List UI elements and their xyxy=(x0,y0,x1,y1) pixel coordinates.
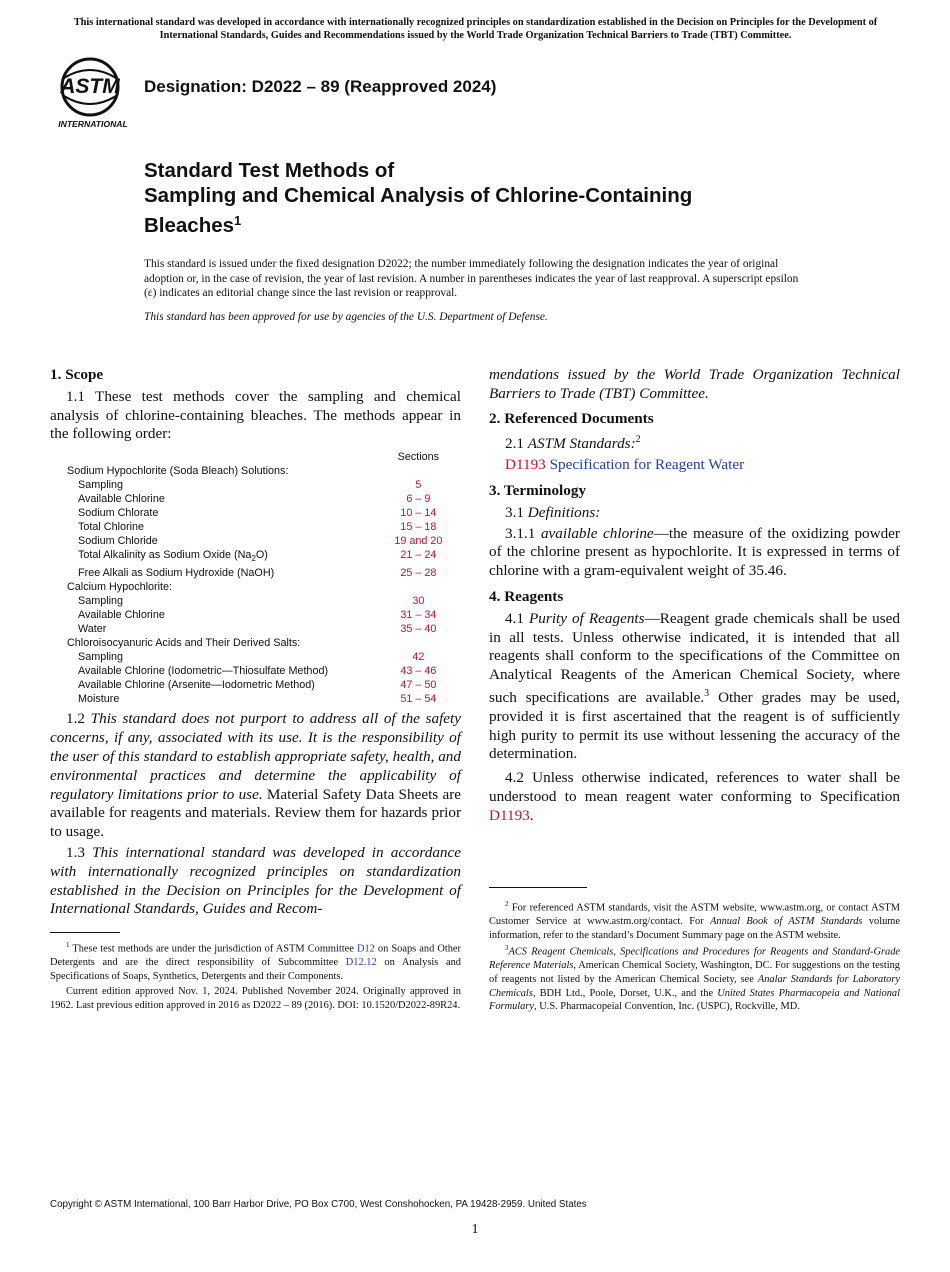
method-label: Total Chlorine xyxy=(78,521,145,534)
methods-table-row xyxy=(50,636,461,650)
methods-table-row xyxy=(50,678,461,692)
designation: Designation: D2022 – 89 (Reapproved 2024) xyxy=(144,77,497,96)
right-column xyxy=(489,366,900,828)
terminology-heading: 3. Terminology xyxy=(489,482,587,500)
footnote-2: $^2$ For referenced ASTM standards, visit the ASTM website, www.astm.org, or contact ASTM Customer Service at www.astm.org/contact. For Annual Book of ASTM Standards volume information, refer to the standard’s Document Summary page on the ASTM website. xyxy=(489,900,900,941)
method-sections-link xyxy=(376,580,461,594)
method-sections-link[interactable]: 15 – 18 xyxy=(400,521,437,534)
methods-table xyxy=(50,450,461,706)
method-sections-link[interactable]: 43 – 46 xyxy=(400,665,437,678)
methods-table-row xyxy=(50,566,461,580)
method-label: Calcium Hypochlorite: xyxy=(67,581,173,594)
paragraph-1-3: 1.3 This international standard was developed in accordance with internationally recognized principles on standardization established in the Decision on Principles for the Development of International Standards, Guides and Recom- xyxy=(50,843,462,918)
d12-12-link[interactable]: D12.12 xyxy=(345,957,377,969)
method-label: Available Chlorine xyxy=(78,609,165,622)
method-sections-link[interactable]: 25 – 28 xyxy=(400,567,437,580)
svg-text:INTERNATIONAL: INTERNATIONAL xyxy=(58,119,128,129)
method-sections-link[interactable]: 30 xyxy=(412,595,425,608)
methods-table-row xyxy=(50,580,461,594)
method-label: Chloroisocyanuric Acids and Their Derived Salts: xyxy=(67,637,301,650)
methods-table-row xyxy=(50,692,461,706)
method-sections-link[interactable]: 5 xyxy=(415,479,422,492)
method-sections-link[interactable]: 10 – 14 xyxy=(400,507,437,520)
methods-table-row xyxy=(50,506,461,520)
referenced-documents-heading: 2. Referenced Documents xyxy=(489,409,654,427)
left-column xyxy=(50,366,461,921)
paragraph-3-1: 3.1 Definitions: xyxy=(505,503,601,521)
method-sections-link[interactable]: 51 – 54 xyxy=(400,693,437,706)
footnote-3: $^3$ACS Reagent Chemicals, Specifications and Procedures for Reagents and Standard-Grade Reference Materials, American Chemical Society, Washington, DC. For suggestions on the testing of reagents not listed by the American Chemical Society, see Analar Standards for Laboratory Chemicals, BDH Ltd., Poole, Dorset, U.K., and the United States Pharmacopeia and National Formulary, U.S. Pharmacopeial Convention, Inc. (USPC), Rockville, MD. xyxy=(489,944,900,1013)
document-title: Standard Test Methods of Sampling and Chemical Analysis of Chlorine-Containing Bleaches$^1$ xyxy=(144,159,693,237)
methods-table-row xyxy=(50,594,461,608)
method-sections-link[interactable]: 47 – 50 xyxy=(400,679,437,692)
method-sections-link[interactable]: 31 – 34 xyxy=(400,609,437,622)
intro-paragraph: This standard is issued under the fixed designation D2022; the number immediately following the designation indicates the year of original adoption or, in the case of revision, the year of last revision. A number in parentheses indicates the year of last reapproval. A superscript epsilon (ε) indicates an editorial change since the last revision or reapproval. xyxy=(144,258,799,300)
svg-text:ASTM: ASTM xyxy=(60,75,120,98)
method-label: Sampling xyxy=(78,479,124,492)
paragraph-1-3-continued: mendations issued by the World Trade Organization Technical Barriers to Trade (TBT) Committee. xyxy=(489,366,900,402)
method-label: Available Chlorine xyxy=(78,493,165,506)
method-sections-link[interactable]: 6 – 9 xyxy=(406,493,431,506)
method-sections-link[interactable]: 35 – 40 xyxy=(400,623,437,636)
method-label: Total Alkalinity as Sodium Oxide $(Na_2O)$ xyxy=(78,549,268,564)
method-label: Water xyxy=(78,623,107,636)
referenced-standard-d1193[interactable]: D1193 Specification for Reagent Water xyxy=(505,456,745,474)
methods-table-row xyxy=(50,548,461,566)
paragraph-4-2: 4.2 Unless otherwise indicated, references to water shall be understood to mean reagent water conforming to Specification D1193. xyxy=(489,769,900,824)
footnotes-right xyxy=(489,887,900,1014)
reagents-heading: 4. Reagents xyxy=(489,588,564,606)
d1193-link[interactable]: D1193 xyxy=(489,806,530,824)
method-sections-link xyxy=(376,636,461,650)
header-notice: This international standard was developed in accordance with internationally recognized principles on standardization established in the Decision on Principles for the Development of International Standards, Guides and Recommendations issued by the World Trade Organization Technical Barriers to Trade (TBT) Committee. xyxy=(73,17,878,41)
copyright-footer: Copyright © ASTM International, 100 Barr Harbor Drive, PO Box C700, West Conshohocken, PA 19428-2959. United States xyxy=(50,1199,587,1210)
footnote-1-edition: Current edition approved Nov. 1, 2024. Published November 2024. Originally approved in 1962. Last previous edition approved in 2016 as D2022 – 89 (2016). DOI: 10.1520/D2022-89R24. xyxy=(50,986,461,1011)
methods-table-row xyxy=(50,492,461,506)
method-label: Available Chlorine (Iodometric—Thiosulfate Method) xyxy=(78,665,329,678)
method-label: Available Chlorine (Arsenite—Iodometric Method) xyxy=(78,679,315,692)
d12-link[interactable]: D12 xyxy=(356,943,375,955)
methods-table-row xyxy=(50,622,461,636)
method-label: Free Alkali as Sodium Hydroxide (NaOH) xyxy=(78,567,275,580)
method-label: Sodium Chlorate xyxy=(78,507,159,520)
methods-table-row xyxy=(50,520,461,534)
method-label: Sodium Chloride xyxy=(78,535,158,548)
paragraph-1-1: 1.1 These test methods cover the sampling and chemical analysis of chlorine-containing bleaches. The methods appear in the following order: xyxy=(50,387,461,443)
method-sections-link[interactable]: 19 and 20 xyxy=(394,535,443,548)
method-sections-link xyxy=(376,464,461,478)
methods-table-row xyxy=(50,478,461,492)
method-label: Sampling xyxy=(78,595,124,608)
paragraph-2-1: 2.1 ASTM Standards:$^2$ xyxy=(505,434,641,453)
methods-table-row xyxy=(50,650,461,664)
methods-table-row xyxy=(50,534,461,548)
paragraph-4-1: 4.1 Purity of Reagents—Reagent grade chemicals shall be used in all tests. Unless otherwise indicated, it is intended that all reagents shall conform to the specifications of the Committee on Analytical Reagents of the American Chemical Society, where such specifications are available.$^3$ Other grades may be used, provided it is first ascertained that the reagent is of sufficiently high purity to permit its use without lessening the accuracy of the determination. xyxy=(489,609,901,763)
paragraph-1-2: 1.2 This standard does not purport to address all of the safety concerns, if any, associated with its use. It is the responsibility of the user of this standard to establish appropriate safety, health, and environmental practices and determine the applicability of regulatory limitations prior to use. Material Safety Data Sheets are available for reagents and materials. Review them for hazards prior to usage. xyxy=(50,710,462,841)
footnotes-left xyxy=(50,932,461,1012)
footnote-1: $^1$ These test methods are under the jurisdiction of ASTM Committee D12 on Soaps and Other Detergents and are the direct responsibility of Subcommittee D12.12 on Analysis and Specifications of Soaps, Synthetics, Detergents and their Components. xyxy=(50,941,462,982)
astm-logo-icon xyxy=(50,56,136,132)
sections-header: Sections xyxy=(397,451,440,464)
method-label: Sodium Hypochlorite (Soda Bleach) Solutions: xyxy=(67,465,289,478)
method-sections-link[interactable]: 42 xyxy=(412,651,425,664)
dod-approval-note: This standard has been approved for use by agencies of the U.S. Department of Defense. xyxy=(144,311,548,323)
astm-logo xyxy=(50,56,136,132)
scope-heading: 1. Scope xyxy=(50,366,104,383)
method-sections-link[interactable]: 21 – 24 xyxy=(400,549,437,562)
page-number: 1 xyxy=(471,1222,479,1237)
paragraph-3-1-1: 3.1.1 available chlorine—the measure of the oxidizing powder of the chlorine present as hypochlorite. It is expressed in terms of chlorine with a gram-equivalent weight of 35.46. xyxy=(489,524,900,580)
methods-table-row xyxy=(50,464,461,478)
methods-table-row xyxy=(50,664,461,678)
methods-table-row xyxy=(50,608,461,622)
method-label: Moisture xyxy=(78,693,120,706)
method-label: Sampling xyxy=(78,651,124,664)
